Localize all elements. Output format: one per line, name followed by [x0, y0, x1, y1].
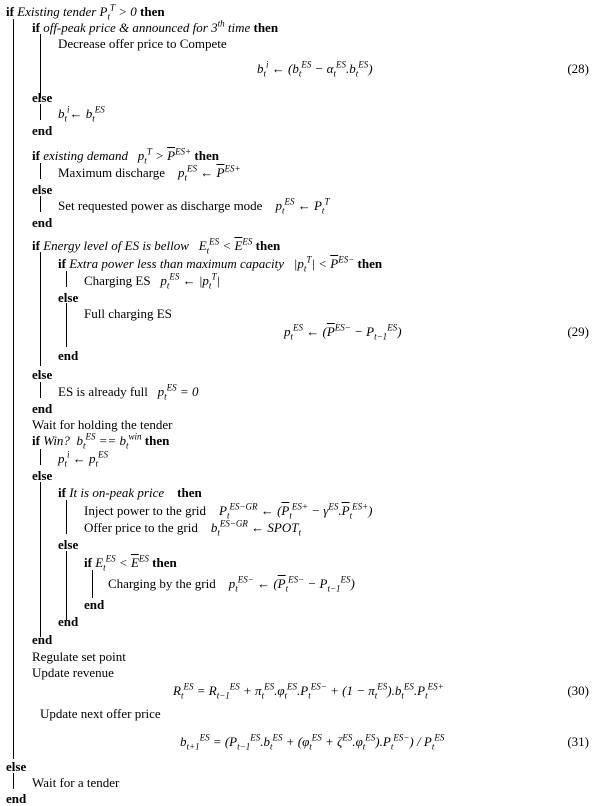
block-bar-l1-else4: [40, 482, 41, 637]
algo-line-end: end: [32, 401, 53, 416]
algo-line-bi-assign: $b_t^i\leftarrow$ $b_t^{ES}$: [58, 104, 105, 124]
algo-line-if-offpeak: [32, 20, 278, 35]
algo-line-if-existing-tender: [6, 2, 165, 22]
equation-30: $R_t^{ES} = R_{t-1}^{ES} + \pi_t^{ES}.\varphi_t^{ES}.P_t^{ES-} + (1 - \pi_t^{ES}).b_t^{ES}.P_t^{ES+}$: [173, 681, 444, 701]
equation-number-30: (30): [567, 683, 589, 698]
algo-line-end: end: [32, 123, 53, 138]
algo-line-end: end: [32, 215, 53, 230]
block-bar-l1-else2: [40, 196, 41, 212]
algo-line-max-discharge: Maximum discharge $p_t^{ES}$ ← $\overline{P}^{ES+}$: [58, 163, 241, 183]
block-bar-l2-else: [66, 303, 67, 347]
equation-number-31: (31): [567, 734, 589, 749]
block-bar-l2-else: [66, 551, 67, 620]
algo-line-update-offer: Update next offer price: [40, 706, 161, 721]
algo-line-set-requested: Set requested power as discharge mode $p_t^{ES}$ ← $P_t^T$: [58, 196, 330, 216]
algo-line-if-existing-demand: if existing demand $p_t^T > \overline{P}^{ES+}$ then: [32, 146, 219, 166]
algo-line-inject-power: Inject power to the grid $P_t^{ES-GR}$ ← $(\overline{P}_t^{ES+} - \gamma^{ES}.\overline{P}_t^{ES+})$: [84, 501, 373, 521]
algo-line-end: end: [84, 597, 105, 612]
algo-line-if-onpeak: if It is on-peak price then: [58, 485, 202, 500]
algo-line-else: else: [32, 182, 53, 197]
algo-line-wait-tender: Wait for a tender: [32, 775, 120, 790]
equation-31: $b_{t+1}^{ES} = (P_{t-1}^{ES}.b_t^{ES} + (\varphi_t^{ES} + \zeta^{ES}.\varphi_t^{ES}).P_t^{ES-}) / P_t^{ES}$: [180, 732, 445, 752]
algo-line-if-energy-lt: if $E_t^{ES} < \overline{E}^{ES}$ then: [84, 553, 177, 573]
algo-line-if-energy-level: if Energy level of ES is bellow $E_t^{ES} < \overline{E}^{ES}$ then: [32, 236, 281, 256]
algo-line-else: else: [58, 537, 79, 552]
block-bar-l1-else3: [40, 382, 41, 398]
algo-line-else: else: [32, 367, 53, 382]
block-bar-l1-energy: [40, 252, 41, 366]
algo-line-end: end: [58, 614, 79, 629]
block-bar-l2-onpeak: [66, 500, 67, 534]
algo-line-end: end: [58, 348, 79, 363]
keyword-if: if: [6, 4, 14, 19]
algo-line-update-revenue: Update revenue: [32, 665, 114, 680]
algo-line-else: else: [58, 290, 79, 305]
block-bar-l0: [13, 19, 14, 759]
block-bar-l1-win: [40, 449, 41, 465]
algo-line-end: end: [6, 791, 27, 806]
keyword-if: if: [32, 20, 40, 35]
block-bar-l1-else1: [40, 104, 41, 120]
block-bar-l1-offpeak: [40, 34, 41, 98]
keyword-then: then: [253, 20, 279, 35]
algo-line-full-charging: Full charging ES: [84, 306, 172, 321]
keyword-then: then: [140, 4, 165, 19]
block-bar-l2-extra: [66, 271, 67, 287]
algo-line-charging-grid: Charging by the grid $p_t^{ES-}$ ← $(\overline{P}_t^{ES-} - P_{t-1}^{ES})$: [108, 574, 355, 594]
block-bar-l3-energy: [92, 570, 93, 598]
algo-line-if-win: if Win? $b_t^{ES} == b_t^{win}$ then: [32, 431, 170, 451]
equation-number-28: (28): [567, 61, 589, 76]
algo-line-pi-assign: $p_t^i$ ← $p_t^{ES}$: [58, 449, 109, 469]
equation-number-29: (29): [567, 324, 589, 339]
algo-line-else: else: [6, 759, 27, 774]
algo-line-es-full: ES is already full $p_t^{ES} = 0$: [58, 382, 199, 402]
algo-line-offer-price-grid: Offer price to the grid $b_t^{ES-GR}$ ← $SPOT_t$: [84, 518, 301, 538]
algo-line-else: else: [32, 468, 53, 483]
algo-line-regulate: Regulate set point: [32, 649, 126, 664]
condition-math: $P_t^T > 0$: [99, 2, 137, 22]
block-bar-l0-else: [13, 773, 14, 789]
algo-line-charging-es: Charging ES $p_t^{ES}$ ← $|p_t^T|$: [84, 271, 221, 291]
block-bar-l1-demand: [40, 163, 41, 179]
equation-29: $p_t^{ES}$ ← $(\overline{P}^{ES-} - P_{t-1}^{ES})$: [284, 322, 402, 342]
condition-text: Existing tender: [17, 4, 97, 19]
algo-line-if-extra-power: if Extra power less than maximum capacity $|p_t^T| < \overline{P}^{ES-}$ then: [58, 254, 383, 274]
equation-28: $b_t^i$ ← $(b_t^{ES} - \alpha_t^{ES}.b_t^{ES})$: [257, 59, 373, 79]
condition-text: off-peak price & announced for 3th time: [43, 18, 251, 35]
algo-line-end: end: [32, 632, 53, 647]
algo-line-decrease-offer: Decrease offer price to Compete: [58, 36, 227, 51]
algo-line-wait-holding: Wait for holding the tender: [32, 417, 173, 432]
algo-line-else: else: [32, 90, 53, 105]
